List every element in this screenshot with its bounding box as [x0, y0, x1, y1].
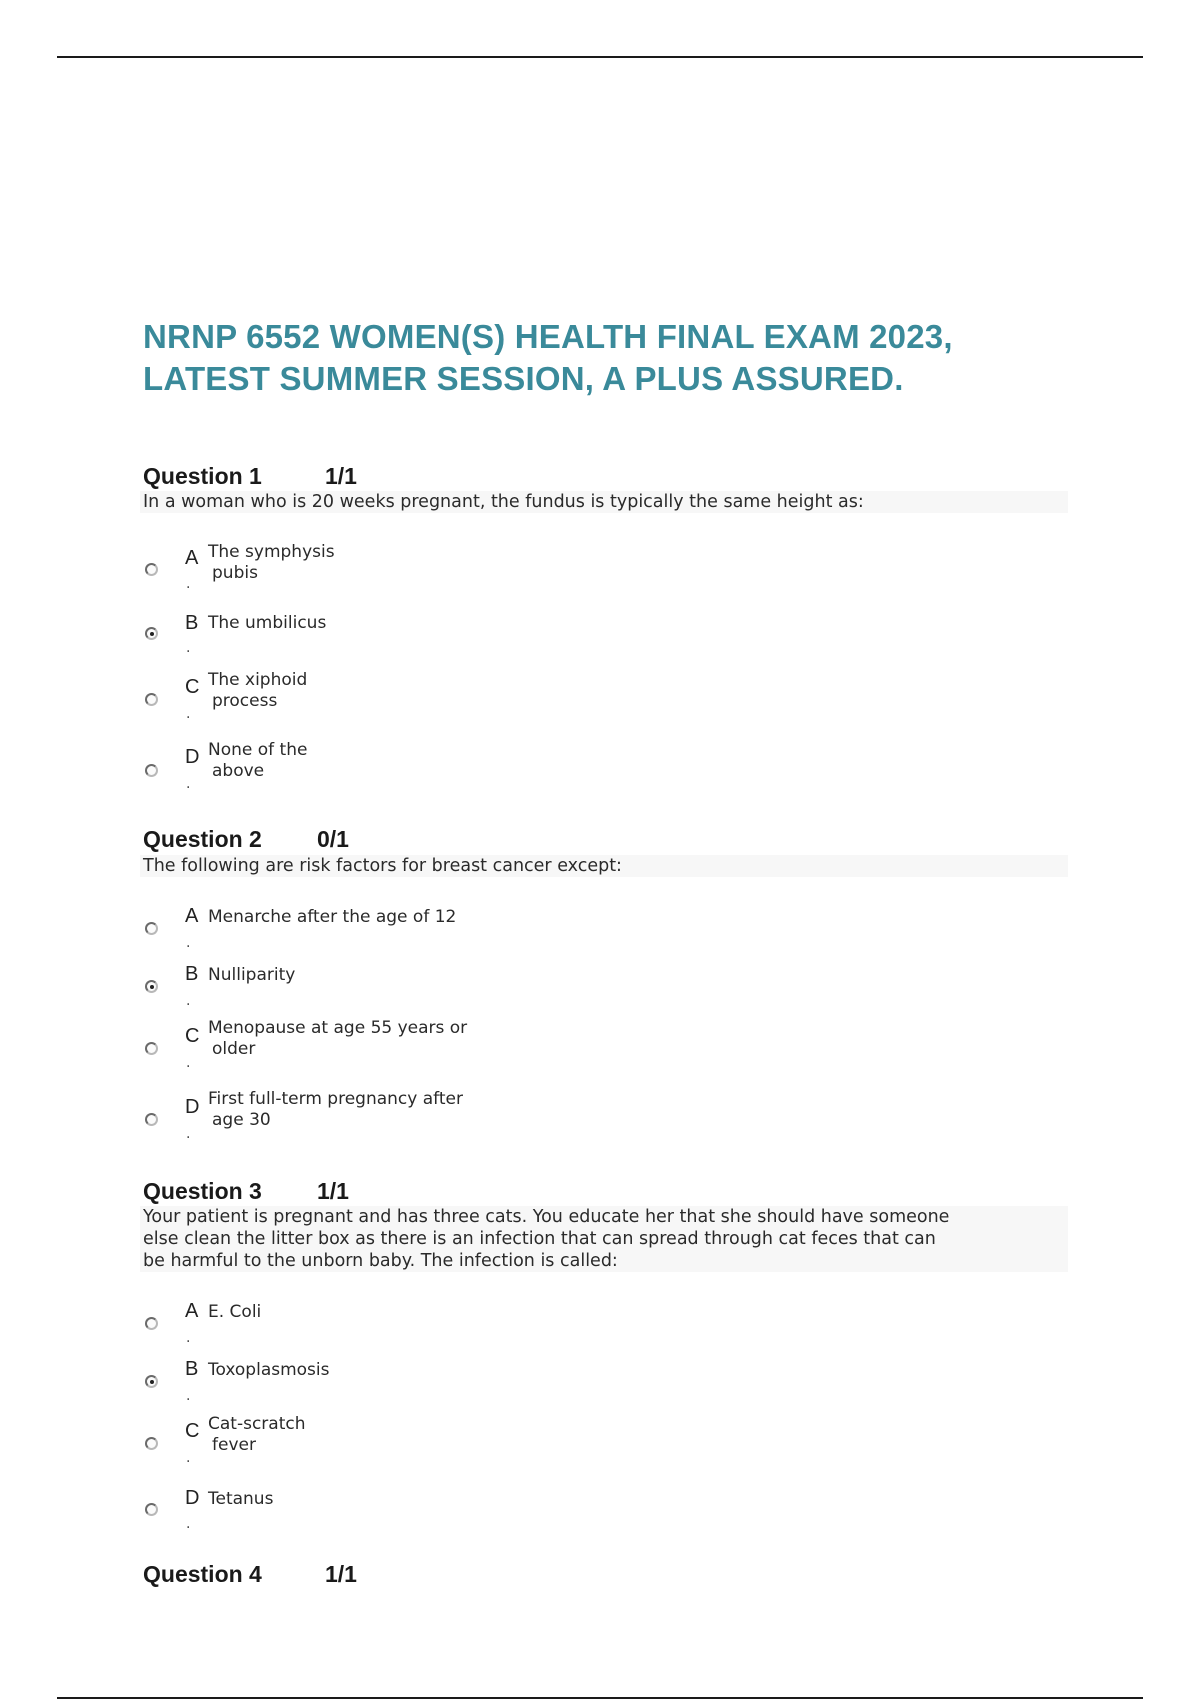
- option-text-line: E. Coli: [208, 1302, 262, 1322]
- option-text-line: None of the: [208, 740, 308, 760]
- top-rule: [57, 56, 1143, 58]
- q1-option-d[interactable]: [140, 740, 660, 796]
- radio-button[interactable]: [145, 563, 158, 576]
- option-dot: .: [186, 706, 191, 722]
- radio-button[interactable]: [145, 1437, 158, 1450]
- option-text-line: The xiphoid: [208, 670, 308, 690]
- option-letter: D: [185, 1487, 200, 1509]
- question-3-text: [140, 1206, 1068, 1272]
- option-text: [208, 670, 307, 712]
- option-dot: .: [186, 1388, 191, 1404]
- option-letter: D: [185, 746, 200, 768]
- q2-option-c[interactable]: [140, 1018, 660, 1074]
- question-2-text: [140, 855, 1068, 877]
- option-text: [208, 542, 335, 584]
- question-text-line: Your patient is pregnant and has three cats. You educate her that she should have someone: [143, 1207, 950, 1227]
- question-text-line: be harmful to the unborn baby. The infection is called:: [143, 1251, 618, 1271]
- option-text-line: fever: [212, 1435, 256, 1455]
- radio-button-selected[interactable]: [145, 627, 158, 640]
- q3-option-c[interactable]: [140, 1414, 660, 1470]
- document-title: [143, 316, 1093, 400]
- option-dot: .: [186, 1126, 191, 1142]
- option-letter: B: [185, 963, 199, 985]
- question-score: 0/1: [317, 826, 349, 852]
- question-4-header: [143, 1561, 357, 1588]
- option-letter: A: [185, 1300, 199, 1322]
- q2-option-a[interactable]: [140, 905, 660, 961]
- option-dot: .: [186, 1450, 191, 1466]
- question-score: 1/1: [325, 463, 357, 489]
- question-text-line: else clean the litter box as there is an infection that can spread through cat feces that can: [143, 1229, 936, 1249]
- option-text: [208, 613, 326, 634]
- q2-option-b[interactable]: [140, 963, 660, 1019]
- option-text: [208, 1302, 261, 1323]
- question-label: Question 3: [143, 1178, 262, 1204]
- radio-button[interactable]: [145, 1317, 158, 1330]
- question-score: 1/1: [317, 1178, 349, 1204]
- q1-option-b[interactable]: [140, 612, 660, 668]
- option-text-line: older: [212, 1039, 256, 1059]
- q3-option-b[interactable]: [140, 1358, 660, 1414]
- radio-button[interactable]: [145, 922, 158, 935]
- option-dot: .: [186, 776, 191, 792]
- option-letter: C: [185, 1420, 200, 1442]
- option-text-line: process: [212, 691, 278, 711]
- option-text-line: The umbilicus: [208, 613, 327, 633]
- title-line-2: LATEST SUMMER SESSION, A PLUS ASSURED.: [143, 360, 904, 397]
- option-letter: B: [185, 1358, 199, 1380]
- option-letter: A: [185, 905, 199, 927]
- option-letter: B: [185, 612, 199, 634]
- option-text-line: Tetanus: [208, 1489, 274, 1509]
- title-line-1: NRNP 6552 WOMEN(S) HEALTH FINAL EXAM 2023,: [143, 318, 953, 355]
- option-dot: .: [186, 935, 191, 951]
- question-text-line: In a woman who is 20 weeks pregnant, the fundus is typically the same height as:: [143, 492, 864, 512]
- option-letter: C: [185, 676, 200, 698]
- q1-option-c[interactable]: [140, 670, 660, 726]
- option-text: [208, 1018, 467, 1060]
- option-text-line: pubis: [212, 563, 258, 583]
- q3-option-a[interactable]: [140, 1300, 660, 1356]
- option-text-line: Menopause at age 55 years or: [208, 1018, 468, 1038]
- option-text-line: above: [212, 761, 265, 781]
- option-text: [208, 1089, 463, 1131]
- question-1-header: [143, 463, 357, 490]
- radio-button[interactable]: [145, 1503, 158, 1516]
- option-text: [208, 740, 307, 782]
- option-text: [208, 965, 295, 986]
- question-label: Question 1: [143, 463, 262, 489]
- question-1-text: [140, 491, 1068, 513]
- bottom-rule: [57, 1697, 1143, 1699]
- radio-button[interactable]: [145, 693, 158, 706]
- option-letter: D: [185, 1096, 200, 1118]
- option-text: [208, 1360, 330, 1381]
- radio-button[interactable]: [145, 1113, 158, 1126]
- q2-option-d[interactable]: [140, 1089, 660, 1145]
- option-dot: .: [186, 993, 191, 1009]
- q1-option-a[interactable]: [140, 542, 660, 598]
- option-text: [208, 907, 456, 928]
- option-text-line: First full-term pregnancy after: [208, 1089, 463, 1109]
- question-3-header: [143, 1178, 349, 1205]
- question-label: Question 2: [143, 826, 262, 852]
- radio-button-selected[interactable]: [145, 980, 158, 993]
- option-text-line: age 30: [212, 1110, 271, 1130]
- radio-button-selected[interactable]: [145, 1375, 158, 1388]
- option-text: [208, 1414, 305, 1456]
- option-dot: .: [186, 576, 191, 592]
- radio-button[interactable]: [145, 764, 158, 777]
- radio-button[interactable]: [145, 1042, 158, 1055]
- question-text-line: The following are risk factors for breast cancer except:: [143, 856, 622, 876]
- option-letter: C: [185, 1025, 200, 1047]
- question-score: 1/1: [325, 1561, 357, 1587]
- option-text-line: Nulliparity: [208, 965, 296, 985]
- option-letter: A: [185, 547, 199, 569]
- option-dot: .: [186, 640, 191, 656]
- option-text-line: The symphysis: [208, 542, 335, 562]
- option-dot: .: [186, 1055, 191, 1071]
- option-dot: .: [186, 1516, 191, 1532]
- option-text-line: Toxoplasmosis: [208, 1360, 330, 1380]
- option-text: [208, 1489, 273, 1510]
- q3-option-d[interactable]: [140, 1487, 660, 1543]
- option-text-line: Cat-scratch: [208, 1414, 306, 1434]
- option-dot: .: [186, 1330, 191, 1346]
- question-2-header: [143, 826, 349, 853]
- question-label: Question 4: [143, 1561, 262, 1587]
- option-text-line: Menarche after the age of 12: [208, 907, 457, 927]
